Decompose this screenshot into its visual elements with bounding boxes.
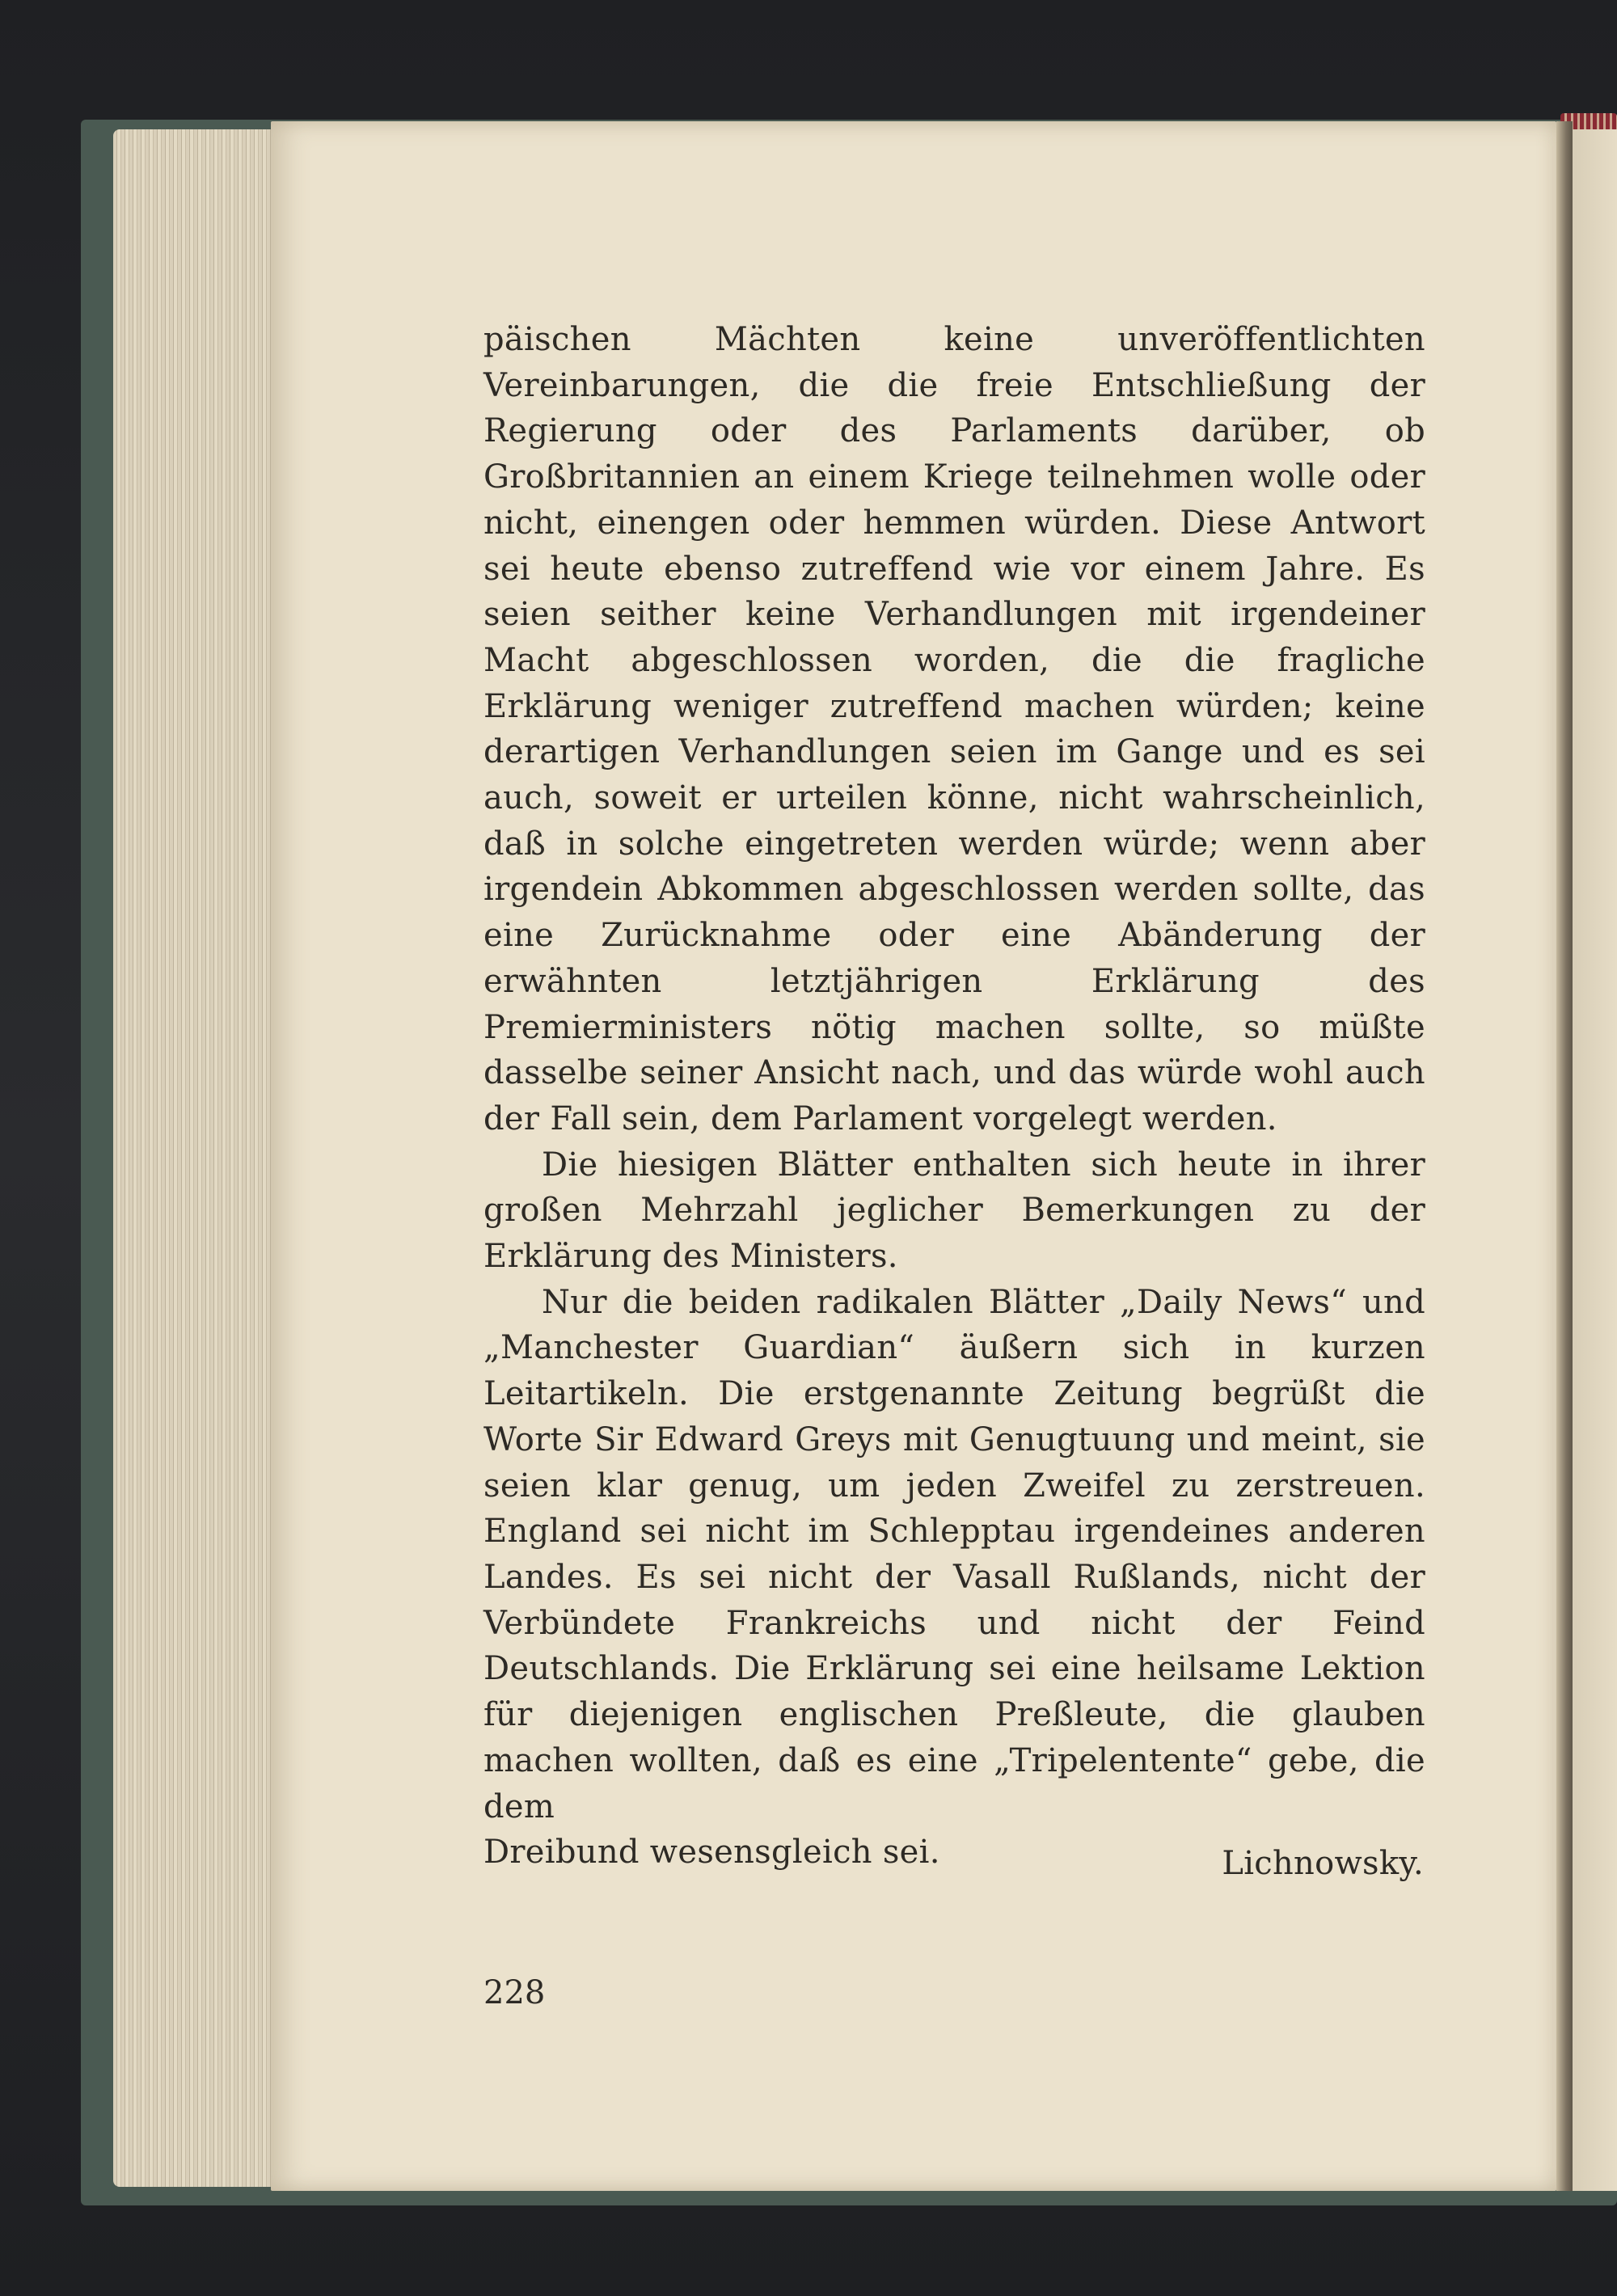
signature: Lichnowsky.: [1222, 1845, 1424, 1883]
page-body: [483, 317, 1425, 1883]
paragraph-3: Nur die beiden radikalen Blätter „Daily News“ und „Manchester Guardian“ äußern sich in kurzen Leitartikeln. Die erstgenannte Zeitung begrüßt die Worte Sir Edward Greys mit Genugtuung und meint, sie seien klar genug, um jeden Zweifel zu zerstreuen. England sei nicht im Schlepptau irgendeines anderen Landes. Es sei nicht der Vasall Rußlands, nicht der Verbündete Frankreichs und nicht der Feind Deutschlands. Die Erklärung sei eine heilsame Lektion für diejenigen englischen Preßleute, die glauben machen wollten, daß es eine „Tripelentente“ gebe, die dem: [483, 1283, 1425, 1825]
book-gutter: [1556, 121, 1573, 2191]
page-number: 228: [483, 1974, 546, 2011]
paragraph-2: Die hiesigen Blätter enthalten sich heute in ihrer großen Mehrzahl jeglicher Bemerkungen zu der Erklärung des Ministers.: [483, 1146, 1425, 1276]
paragraph-1: päischen Mächten keine unveröffentlichten Vereinbarungen, die die freie Entschließung der Regierung oder des Parlaments darüber, ob Großbritannien an einem Kriege teilnehmen wolle oder nicht, einengen oder hemmen würden. Diese Antwort sei heute ebenso zutreffend wie vor einem Jahre. Es seien seither keine Verhandlungen mit irgendeiner Macht abgeschlossen worden, die die fragliche Erklärung weniger zutreffend machen würden; keine derartigen Verhandlungen seien im Gange und es sei auch, soweit er urteilen könne, nicht wahrscheinlich, daß in solche eingetreten werden würde; wenn aber irgendein Abkommen abgeschlossen werden sollte, das eine Zurücknahme oder eine Abänderung der erwähnten letztjährigen Erklärung des Premierministers nötig machen sollte, so müßte dasselbe seiner Ansicht nach, und das würde wohl auch der Fall sein, dem Parlament vorgelegt werden.: [483, 321, 1425, 1137]
facing-page-edge: [1573, 129, 1617, 2191]
page-edges: [113, 129, 283, 2187]
closing-row: [483, 1830, 1425, 1883]
closing-line: Dreibund wesensgleich sei.: [483, 1834, 940, 1872]
